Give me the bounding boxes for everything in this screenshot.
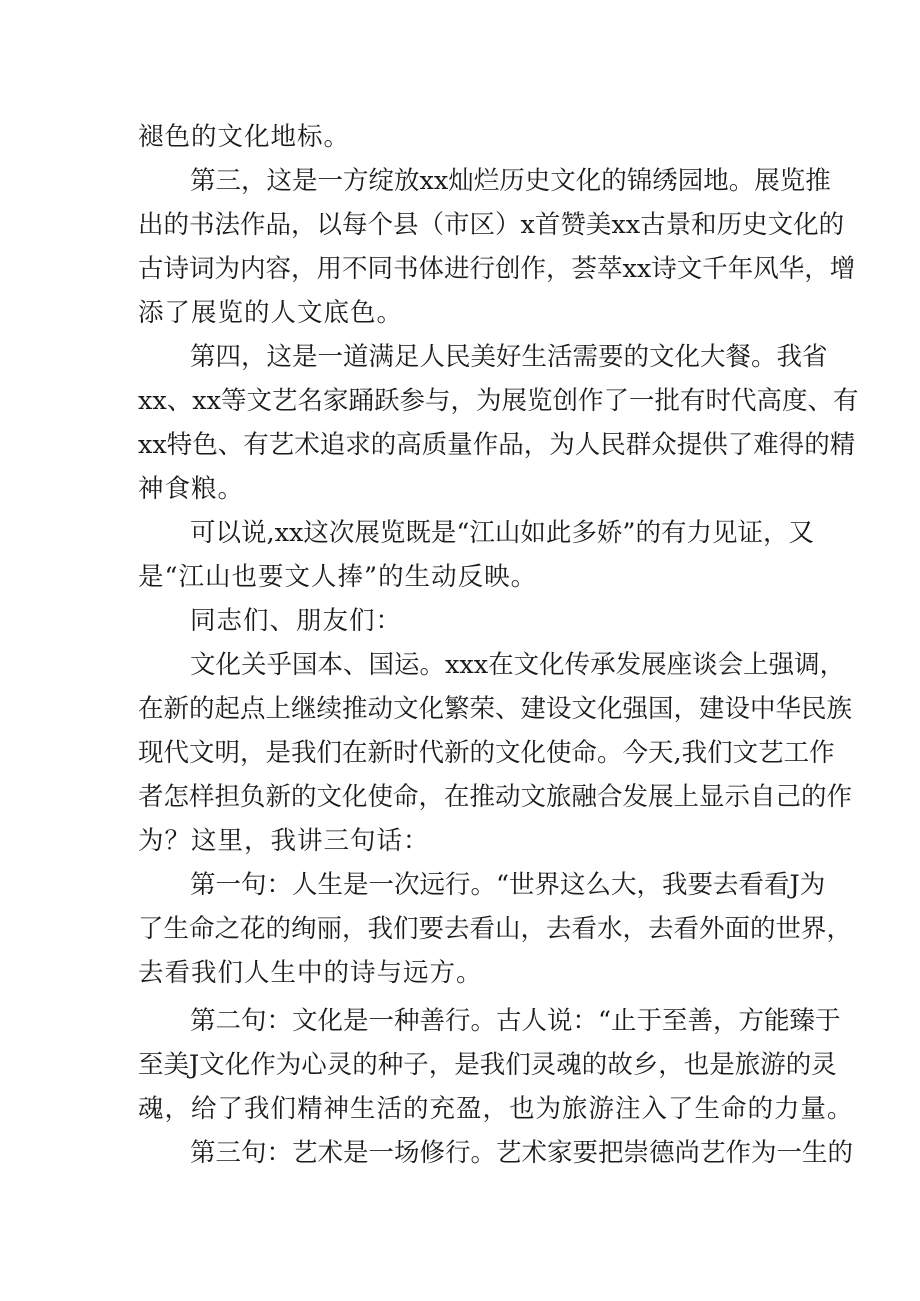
text-line: 者怎样担负新的文化使命，在推动文旅融合发展上显示自己的作 — [138, 782, 853, 812]
text-line: 第三，这是一方绽放xx灿烂历史文化的锦绣园地。展览推 — [190, 166, 831, 196]
text-line: 去看我们人生中的诗与远方。 — [138, 958, 483, 988]
text-line: 添了展览的人文底色。 — [138, 298, 404, 328]
text-line: xx特色、有艺术追求的高质量作品，为人民群众提供了难得的精 — [138, 430, 856, 460]
text-line: 第四，这是一道满足人民美好生活需要的文化大餐。我省 — [190, 342, 828, 372]
text-line: 至美J文化作为心灵的种子，是我们灵魂的故乡，也是旅游的灵 — [138, 1050, 837, 1080]
text-line: 出的书法作品，以每个县（市区）x首赞美xx古景和历史文化的 — [138, 210, 845, 240]
text-line: 同志们、朋友们： — [190, 606, 403, 636]
text-line: 魂，给了我们精神生活的充盈，也为旅游注入了生命的力量。 — [138, 1094, 854, 1124]
text-line: 文化关乎国本、国运。xxx在文化传承发展座谈会上强调， — [190, 650, 846, 680]
text-line: xx、xx等文艺名家踊跃参与，为展览创作了一批有时代高度、有 — [138, 386, 859, 416]
text-line: 可以说,xx这次展览既是“江山如此多娇”的有力见证，又 — [190, 518, 814, 548]
text-line: 褪色的文化地标。 — [138, 122, 351, 152]
text-line: 古诗词为内容，用不同书体进行创作，荟萃xx诗文千年风华，增 — [138, 254, 856, 284]
text-line: 是“江山也要文人捧”的生动反映。 — [138, 562, 538, 592]
text-line: 现代文明，是我们在新时代新的文化使命。今天,我们文艺工作 — [138, 738, 835, 768]
text-line: 第三句：艺术是一场修行。艺术家要把崇德尚艺作为一生的 — [190, 1138, 854, 1168]
text-line: 第一句：人生是一次远行。“世界这么大，我要去看看J为 — [190, 870, 826, 900]
text-line: 神食粮。 — [138, 474, 245, 504]
text-line: 第二句：文化是一种善行。古人说：“止于至善，方能臻于 — [190, 1006, 841, 1036]
text-line: 为？这里，我讲三句话： — [138, 826, 430, 856]
text-line: 在新的起点上继续推动文化繁荣、建设文化强国，建设中华民族 — [138, 694, 853, 724]
text-line: 了生命之花的绚丽，我们要去看山，去看水，去看外面的世界， — [138, 914, 853, 944]
